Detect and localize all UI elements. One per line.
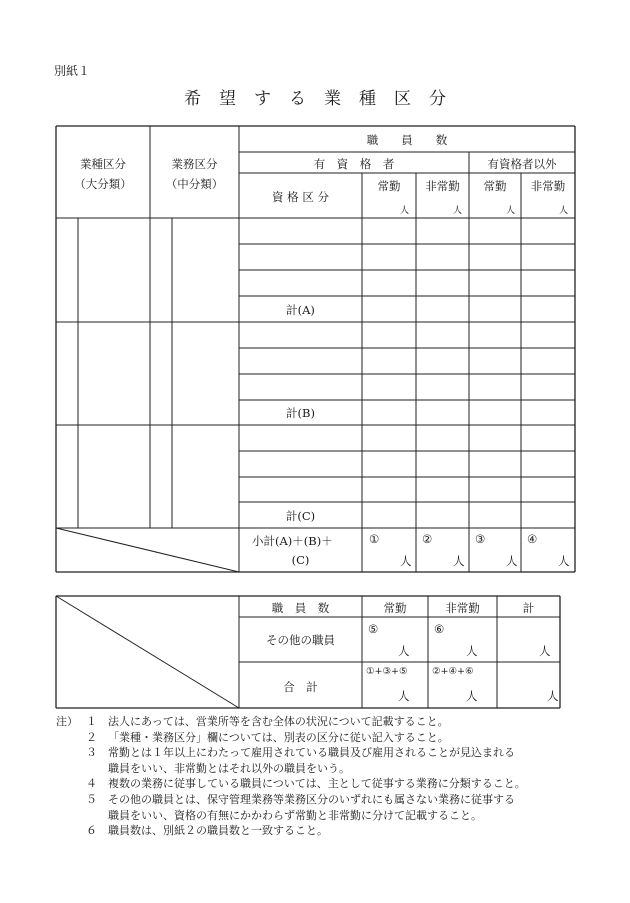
unit-label: 人 xyxy=(506,206,516,216)
header-daibunrui: （大分類） xyxy=(74,177,132,191)
unit-label: 人 xyxy=(466,689,478,703)
subtotal-a: 計(A) xyxy=(286,303,315,317)
unit-label: 人 xyxy=(558,554,570,568)
note-item xyxy=(56,823,628,839)
header-shokuin-su: 職 員 数 xyxy=(366,133,448,147)
subtotal-b: 計(B) xyxy=(286,406,315,420)
note-number: １ xyxy=(86,715,97,728)
note-text: 職員数は、別紙２の職員数と一致すること。 xyxy=(108,824,328,838)
note-text: 複数の業務に従事している職員については、主として従事する業務に分類すること。 xyxy=(108,777,526,791)
header-gyoshu-kubun: 業種区分 xyxy=(80,157,126,171)
unit-label: 人 xyxy=(559,206,569,216)
t2-header-jokin: 常勤 xyxy=(383,601,407,615)
circled-2: ② xyxy=(422,532,433,546)
shokei-label-line1: 小計(A)＋(B)＋ xyxy=(252,534,333,548)
note-item xyxy=(56,730,628,746)
note-continuation: 職員をいい、資格の有無にかかわらず常勤と非常勤に分けて記載すること。 xyxy=(108,808,482,822)
unit-label: 人 xyxy=(506,554,518,568)
shokei-label-line2: (C) xyxy=(291,553,310,567)
circled-1: ① xyxy=(369,532,380,546)
note-item xyxy=(56,792,628,808)
unit-label: 人 xyxy=(398,644,410,658)
document-label: 別紙１ xyxy=(54,64,91,78)
header-yushikakusha-igai: 有資格者以外 xyxy=(487,157,557,171)
unit-label: 人 xyxy=(453,554,465,568)
note-number: ５ xyxy=(86,792,97,806)
note-number: ６ xyxy=(86,824,97,838)
formula-hijokin: ②+④+⑥ xyxy=(432,666,474,677)
circled-3: ③ xyxy=(475,532,486,546)
unit-label: 人 xyxy=(400,554,412,568)
t2-header-kei: 計 xyxy=(522,601,535,615)
unit-label: 人 xyxy=(453,206,463,216)
circled-5: ⑤ xyxy=(368,622,379,636)
header-yushikakusha: 有 資 格 者 xyxy=(313,157,395,171)
header-jokin-1: 常勤 xyxy=(377,179,401,193)
header-hijokin-2: 非常勤 xyxy=(530,179,566,193)
header-hijokin-1: 非常勤 xyxy=(425,179,460,193)
header-jokin-2: 常勤 xyxy=(483,179,507,193)
notes-section xyxy=(56,714,628,839)
circled-4: ④ xyxy=(527,532,538,546)
note-text: 「業種・業務区分」欄については、別表の区分に従い記入すること。 xyxy=(108,730,449,744)
t2-header-hijokin: 非常勤 xyxy=(445,601,480,615)
note-continuation: 職員をいい、非常勤とはそれ以外の職員をいう。 xyxy=(108,761,350,775)
t2-goukei: 合 計 xyxy=(283,680,318,694)
note-item xyxy=(56,776,628,792)
subtotal-c: 計(C) xyxy=(285,509,316,523)
note-item xyxy=(56,745,628,761)
note-number: ４ xyxy=(86,777,97,791)
note-number: ３ xyxy=(86,746,97,760)
t2-sonota-shokuin: その他の職員 xyxy=(266,633,335,647)
header-chubunrui: （中分類） xyxy=(165,177,224,191)
unit-label: 人 xyxy=(466,644,478,658)
circled-6: ⑥ xyxy=(434,622,445,636)
document-title: 希望する業種区分 xyxy=(184,89,464,109)
header-shikaku-kubun: 資 格 区 分 xyxy=(272,190,329,204)
unit-label: 人 xyxy=(547,689,559,703)
note-text: 法人にあっては、営業所等を含む全体の状況について記載すること。 xyxy=(108,715,449,728)
t2-header-shokuin-su: 職 員 数 xyxy=(271,601,330,615)
note-item xyxy=(56,714,628,730)
unit-label: 人 xyxy=(398,689,410,703)
note-text: 常勤とは１年以上にわたって雇用されている職員及び雇用されることが見込まれる xyxy=(108,746,515,760)
unit-label: 人 xyxy=(539,644,551,658)
note-number: ２ xyxy=(86,730,97,744)
unit-label: 人 xyxy=(400,206,410,216)
formula-jokin: ①+③+⑤ xyxy=(366,666,408,677)
note-text: その他の職員とは、保守管理業務等業務区分のいずれにも属さない業務に従事する xyxy=(108,792,515,806)
notes-prefix: 注） xyxy=(56,715,78,728)
header-gyomu-kubun: 業務区分 xyxy=(171,157,218,171)
